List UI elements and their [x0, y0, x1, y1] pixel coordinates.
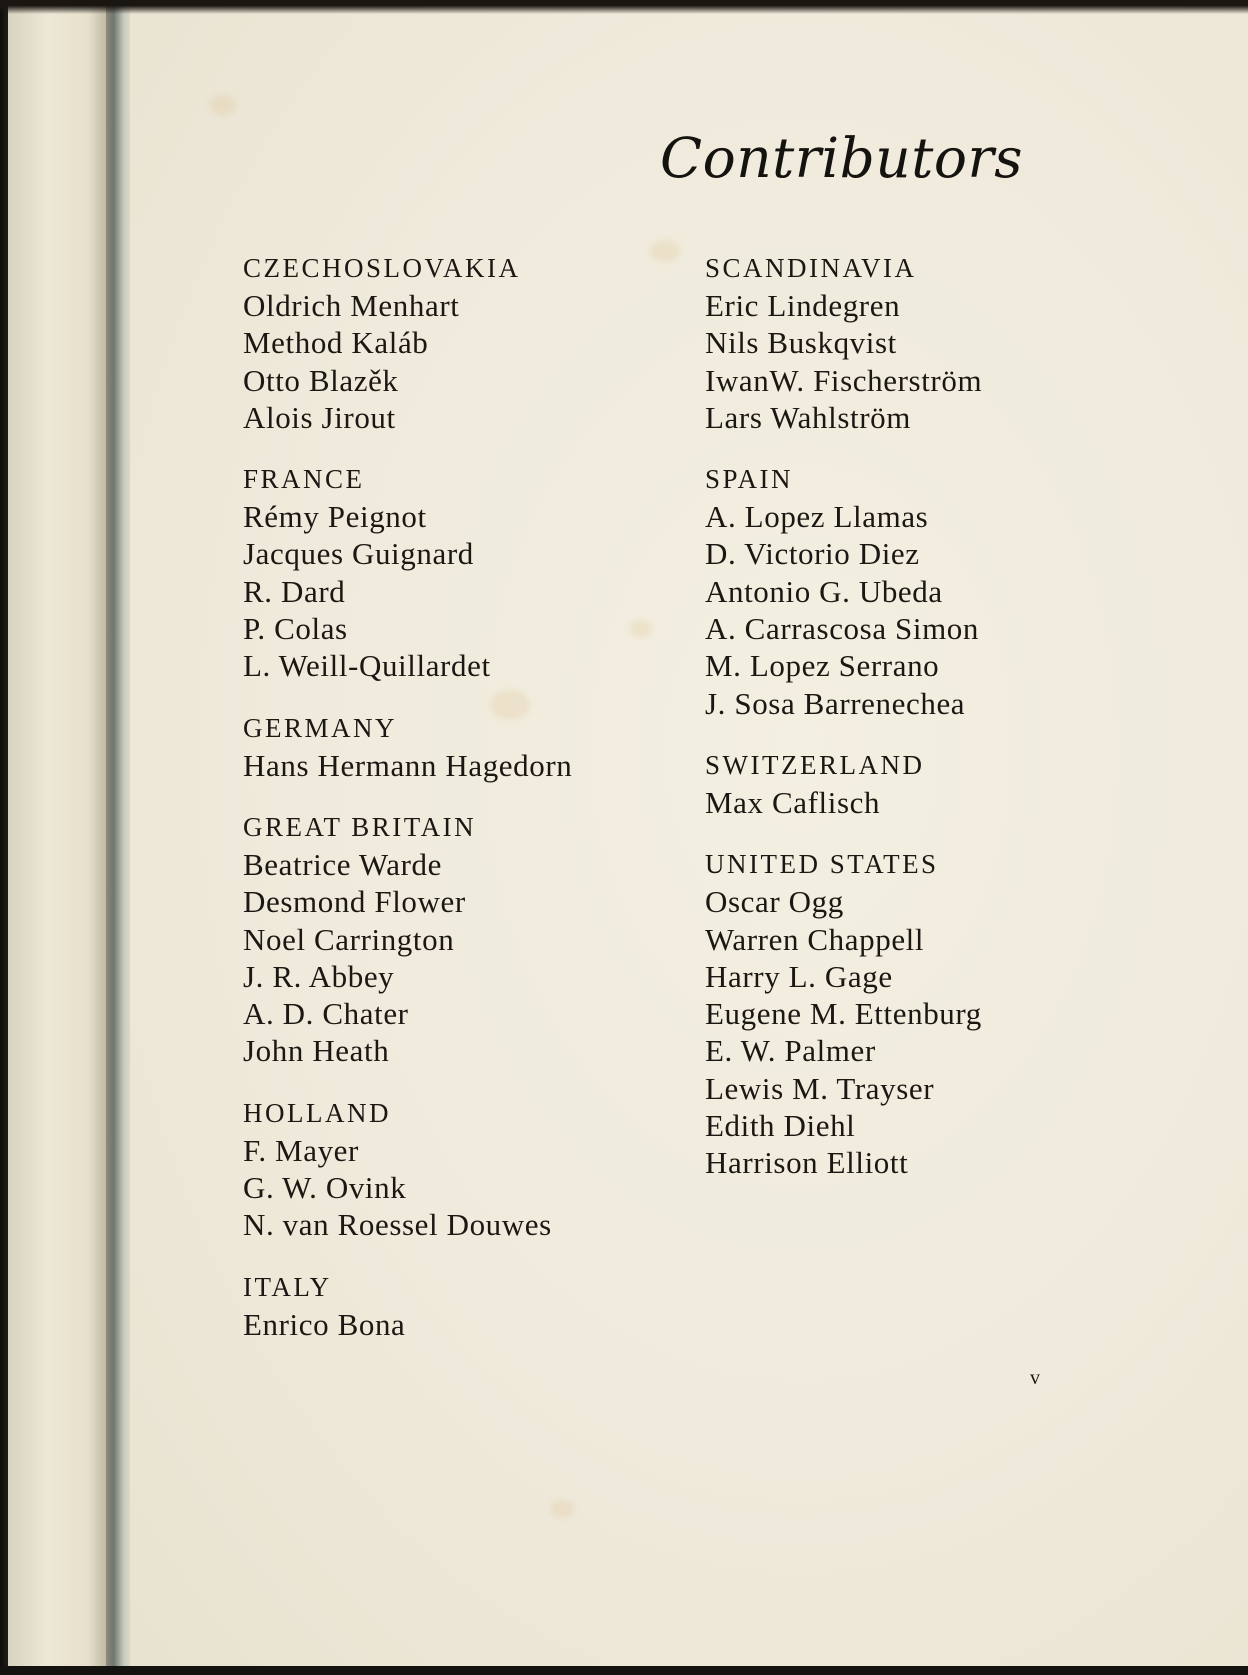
contributor-name: G. W. Ovink	[243, 1170, 407, 1206]
country-section	[705, 846, 1135, 1181]
country-section	[243, 809, 663, 1070]
country-section	[705, 250, 1135, 436]
contributor-name: Beatrice Warde	[243, 846, 442, 882]
contributor-name: Lars Wahlström	[705, 399, 911, 435]
foxing-stain	[550, 1500, 574, 1518]
contributor-name: Otto Blazěk	[243, 362, 399, 398]
right-contributor-column	[705, 250, 1135, 1207]
country-heading: GREAT BRITAIN	[243, 811, 477, 842]
contributor-name: Desmond Flower	[243, 884, 466, 920]
contributor-name: IwanW. Fischerström	[705, 362, 983, 398]
contributor-name: M. Lopez Serrano	[705, 648, 940, 684]
country-section	[243, 1269, 663, 1343]
country-section	[243, 710, 663, 784]
country-heading: FRANCE	[243, 464, 365, 495]
page-number: v	[1030, 1367, 1040, 1389]
contributor-name: Method Kaláb	[243, 325, 429, 361]
bottom-edge-shadow	[0, 1666, 1248, 1675]
contributor-name: Alois Jirout	[243, 399, 396, 435]
contributor-name: Eric Lindegren	[705, 288, 901, 323]
contributor-name: Eugene M. Ettenburg	[705, 996, 982, 1032]
top-edge-shadow	[0, 0, 1248, 14]
contributor-name: A. Carrascosa Simon	[705, 611, 979, 647]
contributor-name: Oldrich Menhart	[243, 288, 460, 323]
country-section	[705, 461, 1135, 722]
contributor-name: L. Weill-Quillardet	[243, 648, 491, 684]
contributor-name: J. Sosa Barrenechea	[705, 685, 966, 721]
country-section	[243, 250, 663, 436]
country-section	[243, 1095, 663, 1244]
country-heading: GERMANY	[243, 712, 398, 743]
contributor-name: A. D. Chater	[243, 996, 409, 1032]
contributor-name: Antonio G. Ubeda	[705, 573, 943, 609]
contributor-name: D. Victorio Diez	[705, 536, 920, 572]
country-heading: ITALY	[243, 1271, 332, 1302]
contributor-name: Jacques Guignard	[243, 536, 474, 572]
contributor-name: Harry L. Gage	[705, 958, 893, 994]
contributor-name: N. van Roessel Douwes	[243, 1207, 552, 1243]
country-heading: CZECHOSLOVAKIA	[243, 253, 521, 283]
contributor-name: Enrico Bona	[243, 1306, 406, 1342]
previous-page-edge	[8, 0, 108, 1675]
contributor-name: Edith Diehl	[705, 1108, 856, 1144]
contributor-name: Rémy Peignot	[243, 499, 427, 535]
contributor-name: Hans Hermann Hagedorn	[243, 747, 573, 783]
contributor-name: John Heath	[243, 1033, 390, 1069]
country-heading: SCANDINAVIA	[705, 253, 917, 283]
contributor-name: Max Caflisch	[705, 784, 881, 820]
left-contributor-column	[243, 250, 663, 1368]
foxing-stain	[210, 95, 236, 115]
contributor-name: Noel Carrington	[243, 921, 455, 957]
country-heading: SWITZERLAND	[705, 749, 925, 780]
country-heading: SPAIN	[705, 464, 794, 495]
contributor-name: Oscar Ogg	[705, 884, 844, 920]
contributor-name: R. Dard	[243, 573, 346, 609]
contributor-name: F. Mayer	[243, 1132, 359, 1168]
contributor-name: J. R. Abbey	[243, 958, 395, 994]
contributor-name: E. W. Palmer	[705, 1033, 876, 1069]
country-heading: UNITED STATES	[705, 849, 939, 880]
contributor-name: Nils Buskqvist	[705, 325, 897, 361]
contributor-name: A. Lopez Llamas	[705, 499, 929, 535]
country-section	[705, 747, 1135, 821]
contributor-name: Lewis M. Trayser	[705, 1070, 935, 1106]
page-title: Contributors	[660, 126, 1023, 190]
country-section	[243, 461, 663, 684]
contributor-name: Warren Chappell	[705, 921, 925, 957]
country-heading: HOLLAND	[243, 1097, 391, 1128]
contributor-name: Harrison Elliott	[705, 1145, 909, 1181]
contributor-name: P. Colas	[243, 611, 348, 647]
